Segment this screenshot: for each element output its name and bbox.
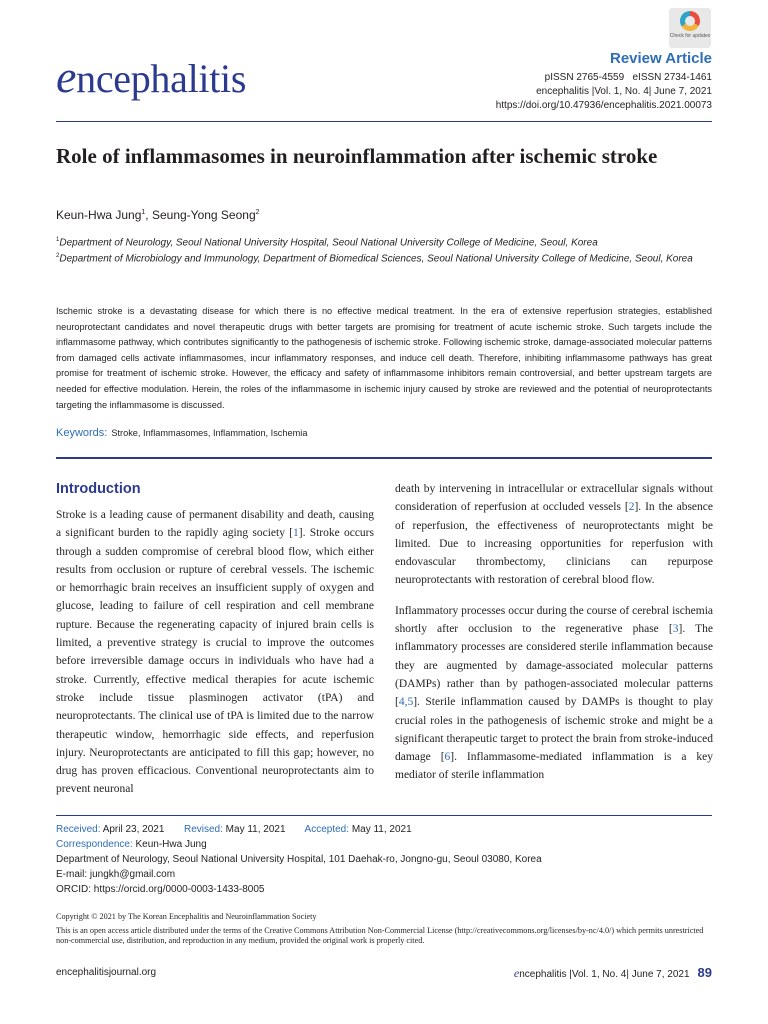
- correspondence-address: Department of Neurology, Seoul National University Hospital, 101 Daehak-ro, Jongno-gu, Seoul 03080, Korea: [56, 854, 542, 865]
- affiliation-1: [56, 234, 716, 250]
- revised-date: May 11, 2021: [225, 824, 286, 835]
- paragraph: [395, 602, 713, 785]
- text-run: ]. The inflammatory processes are considered sterile inflammation because they are augmented by damage-associated molecular patterns (DAMPs) rather than by pathogen-associated molecular patterns [: [395, 623, 713, 709]
- issn: pISSN 2765-4559 eISSN 2734-1461: [544, 72, 712, 83]
- paragraph: [395, 480, 713, 590]
- dates-line: [56, 822, 716, 837]
- affil-text: Department of Microbiology and Immunology, Department of Biomedical Sciences, Seoul National University College of Medicine, Seoul, Korea: [59, 253, 693, 265]
- citation: encephalitis |Vol. 1, No. 4| June 7, 2021: [536, 86, 712, 97]
- affiliations: [56, 234, 716, 266]
- page-number: 89: [697, 965, 712, 980]
- license-text: This is an open access article distributed under the terms of the Creative Commons Attribution Non-Commercial License (http://creativecommons.org/licenses/by-nc/4.0/) which permits unrestricted non-commercial use, distribution, and reproduction in any medium, provided the original work is properly cited.: [56, 925, 704, 945]
- reference-link[interactable]: 1: [293, 527, 299, 540]
- footer-citation: [514, 965, 712, 981]
- affil-sup: 2: [56, 252, 60, 259]
- article-info-divider: [56, 815, 712, 816]
- journal-logo: [56, 50, 246, 103]
- text-run: death by intervening in intracellular or extracellular signals without consideration of reperfusion at occluded vessels [: [395, 483, 713, 514]
- body-column-left: [56, 480, 374, 811]
- accepted-date: May 11, 2021: [351, 824, 412, 835]
- reference-link[interactable]: 3: [672, 623, 679, 636]
- author-name: Keun-Hwa Jung: [56, 208, 142, 222]
- correspondence-label: Correspondence:: [56, 839, 133, 850]
- text-run: ]. Sterile inflammation caused by DAMPs is thought to play crucial roles in the pathogenesis of ischemic stroke and might be a significant therapeutic target to protect the brain from stroke-induced damage [: [395, 696, 713, 764]
- author-affil-sup: 1: [141, 209, 146, 216]
- keywords-label: Keywords:: [56, 427, 108, 439]
- footer-logo-e: e: [513, 966, 520, 980]
- article-title: Role of inflammasomes in neuroinflammation after ischemic stroke: [56, 144, 658, 168]
- authors: [56, 208, 260, 222]
- received-date: April 23, 2021: [102, 824, 165, 835]
- text-run: Inflammatory processes occur during the course of cerebral ischemia shortly after occlusion to the regenerative phase [: [395, 604, 713, 636]
- text-run: ]. Inflammasome-mediated inflammation is a key mediator of sterile inflammation: [395, 751, 713, 782]
- text-run: ]. Stroke occurs through a sudden compromise of cerebral blood flow, which either results from occlusion or rupture of cerebral vessels. The ischemic or hemorrhagic brain receives an insufficient supply of oxygen and glucose, leading to failure of cell respiration and cell membrane rupture. Because the regenerating capacity of injured brain cells is limited, a preventive strategy is crucial to improve the outcomes before irreversible damage occurs in individuals who have had a stroke. Currently, effective medical therapies for acute ischemic stroke include tissue plasminogen activator (tPA) and neuroprotectants. The clinical use of tPA is limited due to the narrow therapeutic window, hemorrhagic side effects, and reperfusion injury. Neuroprotectants are anticipated to fill this gap; however, no drug has proven efficacious. Conventional neuroprotectants aim to prevent neuronal: [56, 527, 374, 796]
- affiliation-2: [56, 250, 716, 266]
- text-run: Stroke is a leading cause of permanent disability and death, causing a significant burden to the rapidly aging society [: [56, 509, 374, 540]
- article-type: Review Article: [610, 50, 712, 67]
- correspondence-email[interactable]: E-mail: jungkh@gmail.com: [56, 869, 176, 880]
- keywords: [56, 427, 307, 439]
- footer-citation-text: ncephalitis |Vol. 1, No. 4| June 7, 2021: [519, 969, 690, 980]
- badge-label: Check for updates: [669, 33, 711, 39]
- abstract-divider: [56, 457, 712, 459]
- journal-website[interactable]: encephalitisjournal.org: [56, 967, 157, 978]
- article-meta: [496, 71, 712, 113]
- keywords-text: Stroke, Inflammasomes, Inflammation, Ischemia: [111, 428, 308, 438]
- section-heading-introduction: Introduction: [56, 481, 141, 497]
- journal-logo-text: ncephalitis: [76, 56, 247, 101]
- paragraph: [56, 506, 374, 799]
- revised-label: Revised:: [183, 824, 223, 835]
- text-run: ]. In the absence of reperfusion, the effectiveness of neuroprotectants might be limited. Due to increasing opportunities for reperfusion with endovascular thrombectomy, clinicians can repurpose neuroprotectants with restoration of cerebral blood flow.: [395, 501, 713, 587]
- copyright-notice: [56, 912, 716, 947]
- author-name: Seung-Yong Seong: [151, 208, 256, 222]
- reference-link[interactable]: 6: [444, 751, 451, 764]
- journal-logo-e: e: [56, 51, 77, 102]
- affil-sup: 1: [56, 237, 60, 243]
- header-divider: [56, 121, 712, 122]
- doi-link[interactable]: https://doi.org/10.47936/encephalitis.2021.00073: [495, 100, 712, 111]
- correspondence-name: Keun-Hwa Jung: [135, 839, 207, 850]
- reference-link[interactable]: 2: [628, 501, 635, 514]
- author-separator: ,: [145, 208, 152, 222]
- reference-link[interactable]: 4,5: [398, 696, 414, 709]
- author-affil-sup: 2: [255, 209, 260, 216]
- crossmark-icon: [680, 11, 700, 31]
- copyright-line: Copyright © 2021 by The Korean Encephalitis and Neuroinflammation Society: [56, 912, 317, 921]
- affil-text: Department of Neurology, Seoul National University Hospital, Seoul National University College of Medicine, Seoul, Korea: [59, 237, 598, 249]
- article-info: [56, 822, 716, 897]
- received-label: Received:: [56, 824, 101, 835]
- correspondence-orcid[interactable]: ORCID: https://orcid.org/0000-0003-1433-8005: [56, 884, 265, 895]
- correspondence-line: [56, 837, 716, 852]
- abstract: Ischemic stroke is a devastating disease for which there is no effective medical treatment. In the era of extensive reperfusion strategies, established neuroprotectant candidates and novel therapeutic drugs with better targets are promising for treatment of acute ischemic stroke. Such targets include the inflammasome pathway, which contributes significantly to the pathogenesis of ischemic stroke. Following ischemic stroke, damage-associated molecular patterns from damaged cells activate inflammasomes, incur inflammatory responses, and induce cell death. Therefore, inhibiting inflammasome pathways has great promise for treatment of ischemic stroke. However, the efficacy and safety of inflammasome inhibitors remain controversial, and better upstream targets are needed for effective modulation. Herein, the roles of the inflammasome in ischemic injury caused by stroke are reviewed and the potential of neuroprotectants targeting the inflammasome is discussed.: [56, 306, 712, 410]
- body-column-right: [395, 480, 713, 797]
- accepted-label: Accepted:: [304, 824, 350, 835]
- check-for-updates-badge[interactable]: [669, 8, 711, 48]
